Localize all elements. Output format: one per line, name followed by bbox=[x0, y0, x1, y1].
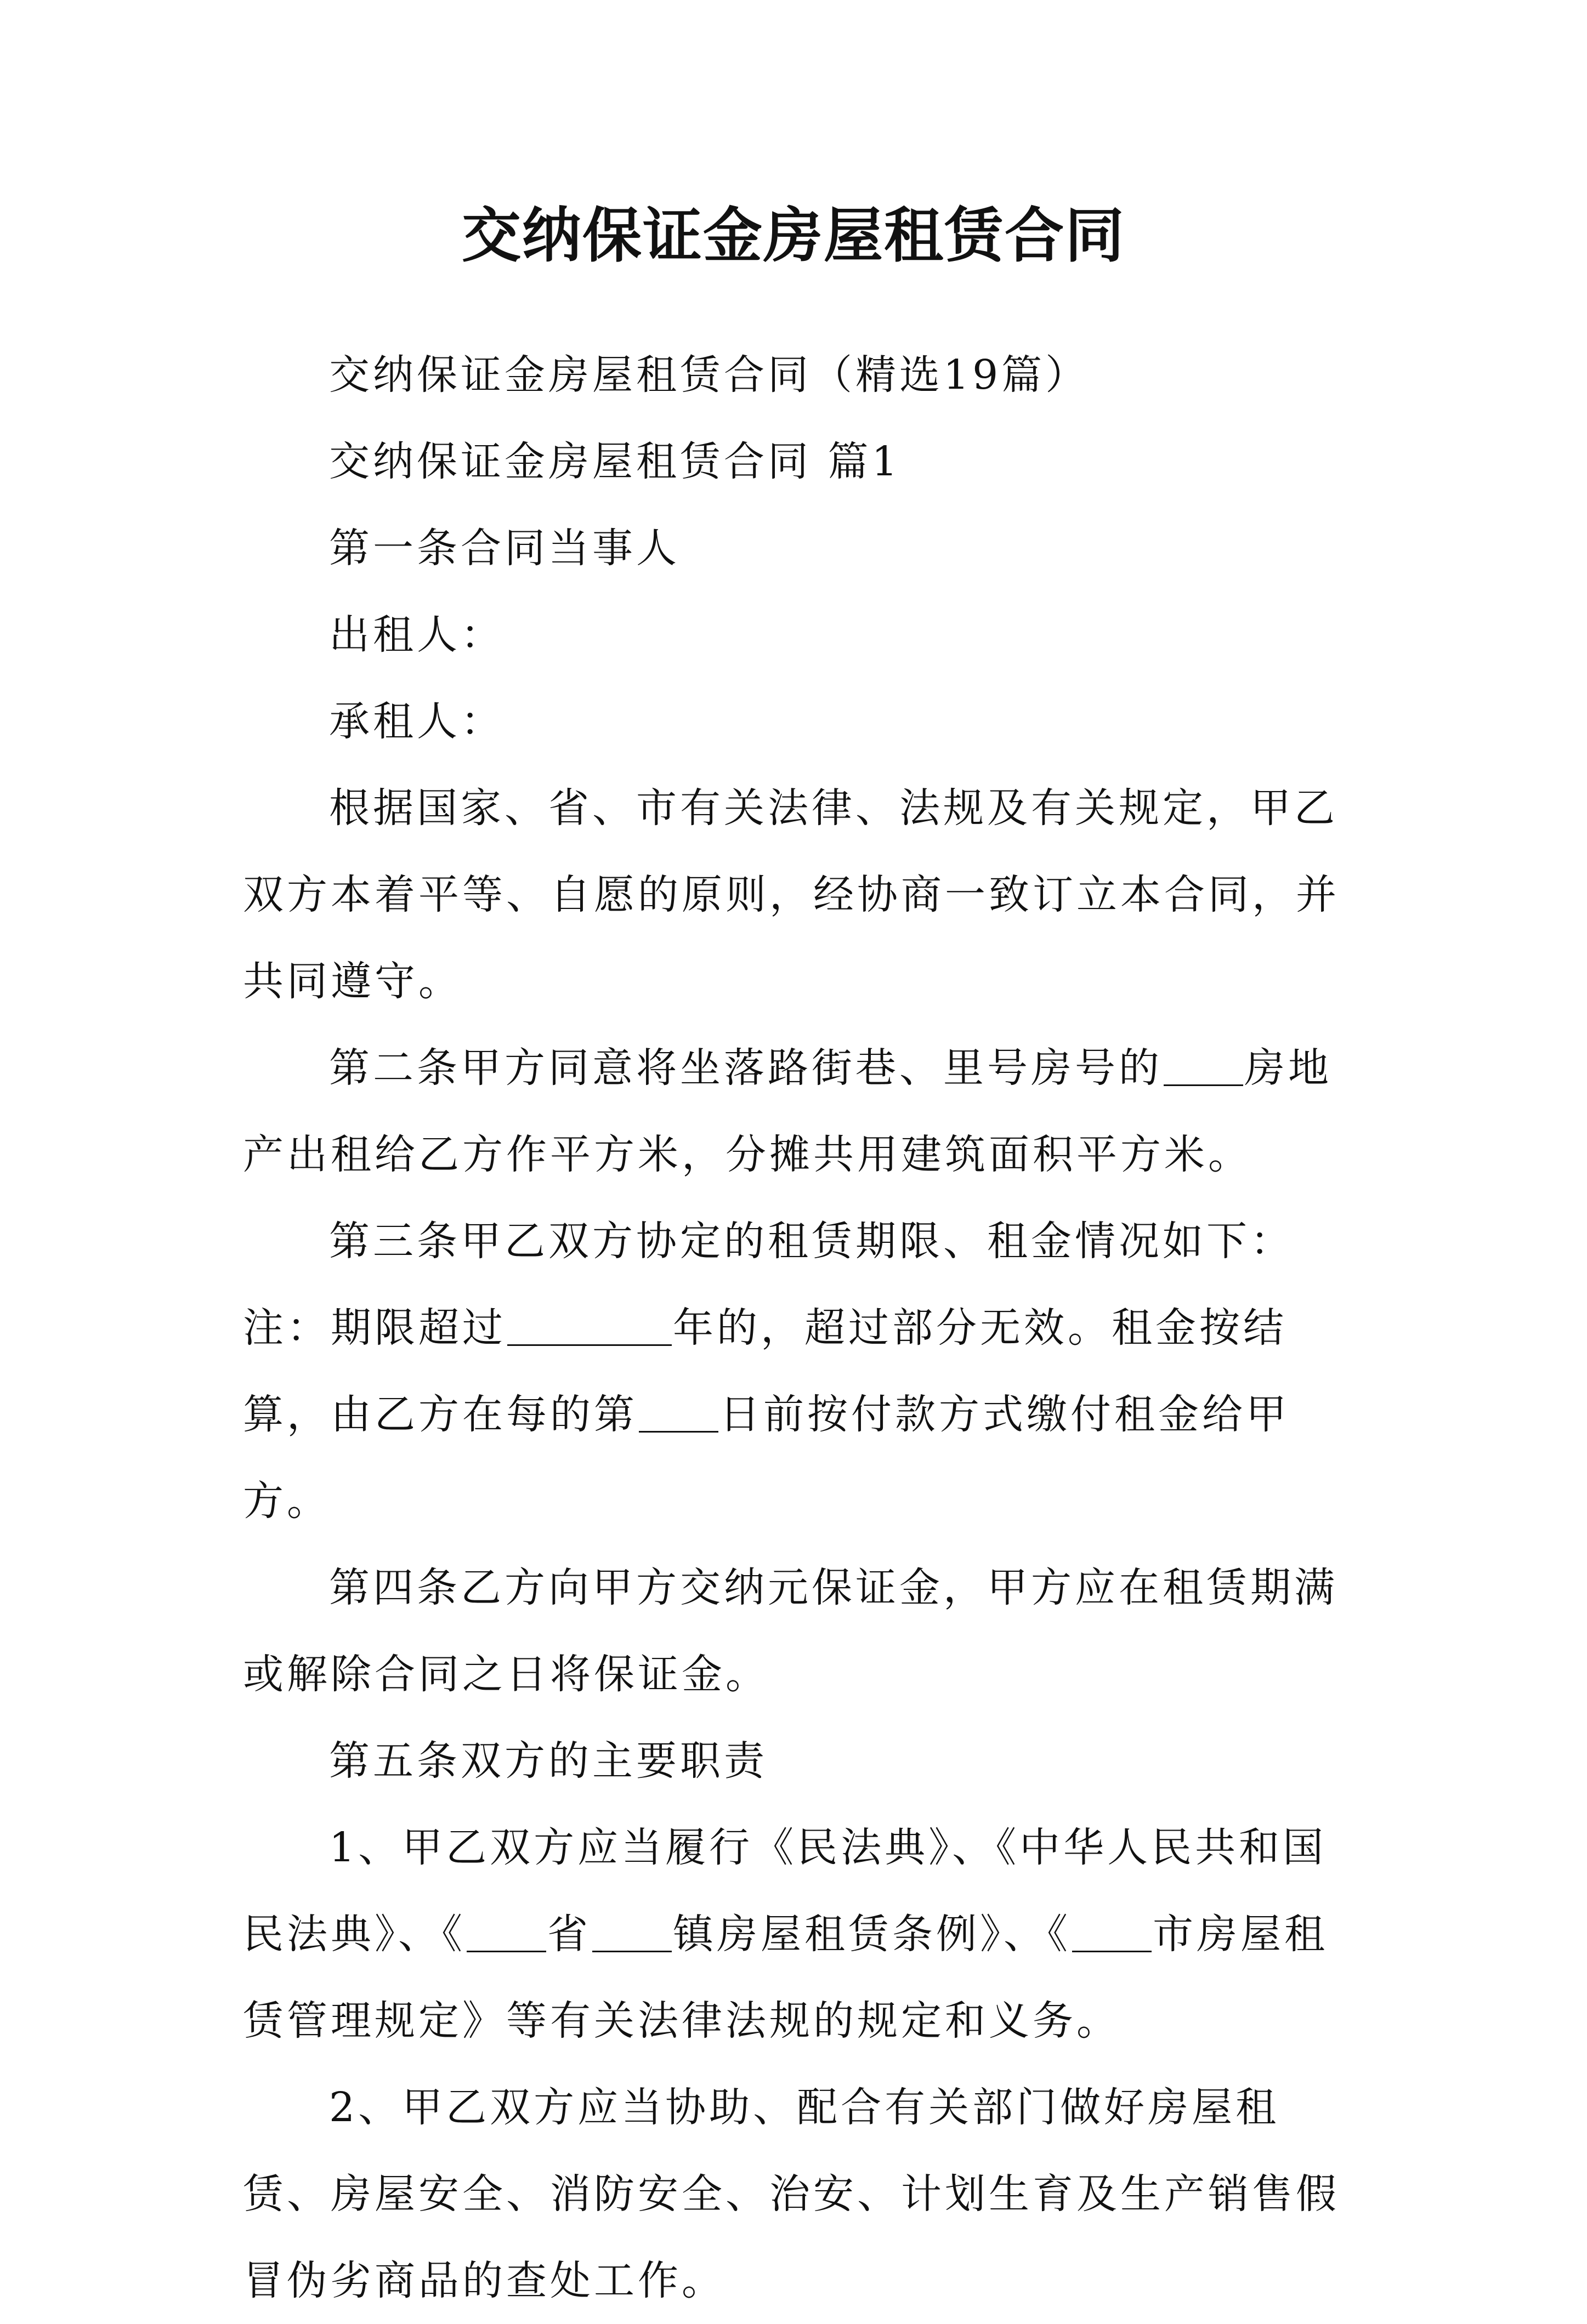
paragraph-article-5: 第五条双方的主要职责 bbox=[329, 1737, 768, 1785]
paragraph-article-1: 第一条合同当事人 bbox=[329, 525, 680, 572]
blank-line bbox=[467, 1910, 546, 1952]
paragraph-lessor: 出租人： bbox=[329, 611, 505, 658]
text-segment: 日前按付款方式缴付租金给甲方。 bbox=[243, 1391, 1290, 1525]
paragraph-duty-1 bbox=[243, 1804, 1356, 2064]
paragraph-article-2 bbox=[243, 1025, 1356, 1198]
paragraph-subtitle: 交纳保证金房屋租赁合同（精选19篇） bbox=[329, 351, 1090, 399]
document-body bbox=[243, 332, 1356, 2324]
paragraph-duty-2: 2、甲乙双方应当协助、配合有关部门做好房屋租赁、房屋安全、消防安全、治安、计划生育及生产销售假冒伪劣商品的查处工作。 bbox=[243, 2084, 1340, 2304]
text-segment: 市房屋租赁管理规定》等有关法律法规的规定和义务。 bbox=[243, 1911, 1328, 2044]
paragraph-preamble: 根据国家、省、市有关法律、法规及有关规定，甲乙双方本着平等、自愿的原则，经协商一致订立本合同，并共同遵守。 bbox=[243, 785, 1340, 1005]
blank-line bbox=[639, 1390, 718, 1433]
paragraph-article-4: 第四条乙方向甲方交纳元保证金，甲方应在租赁期满或解除合同之日将保证金。 bbox=[243, 1564, 1338, 1698]
text-segment: 房地产出租给乙方作平方米，分摊共用建筑面积平方米。 bbox=[243, 1044, 1332, 1178]
blank-line bbox=[1072, 1910, 1152, 1952]
paragraph-lessee: 承租人： bbox=[329, 698, 505, 745]
text-segment: 省 bbox=[547, 1911, 591, 1958]
text-segment: 1、甲乙双方应当履行《民法典》、《中华人民共和国民法典》、《 bbox=[243, 1824, 1327, 1958]
paragraph-article-3 bbox=[243, 1198, 1356, 1544]
blank-line bbox=[1164, 1044, 1243, 1086]
text-segment: 第三条甲乙双方协定的租赁期限、租金情况如下：注：期限超过 bbox=[243, 1218, 1294, 1351]
text-segment: 镇房屋租赁条例》、《 bbox=[673, 1911, 1071, 1958]
blank-line bbox=[507, 1304, 672, 1346]
text-segment: 第二条甲方同意将坐落路街巷、里号房号的 bbox=[329, 1044, 1163, 1092]
paragraph-section-heading: 交纳保证金房屋租赁合同 篇1 bbox=[329, 438, 901, 485]
document-title: 交纳保证金房屋租赁合同 bbox=[461, 201, 1125, 270]
text-segment: 年的，超过部分无效。租金按结算，由乙方在每的第 bbox=[243, 1304, 1287, 1438]
blank-line bbox=[592, 1910, 672, 1952]
